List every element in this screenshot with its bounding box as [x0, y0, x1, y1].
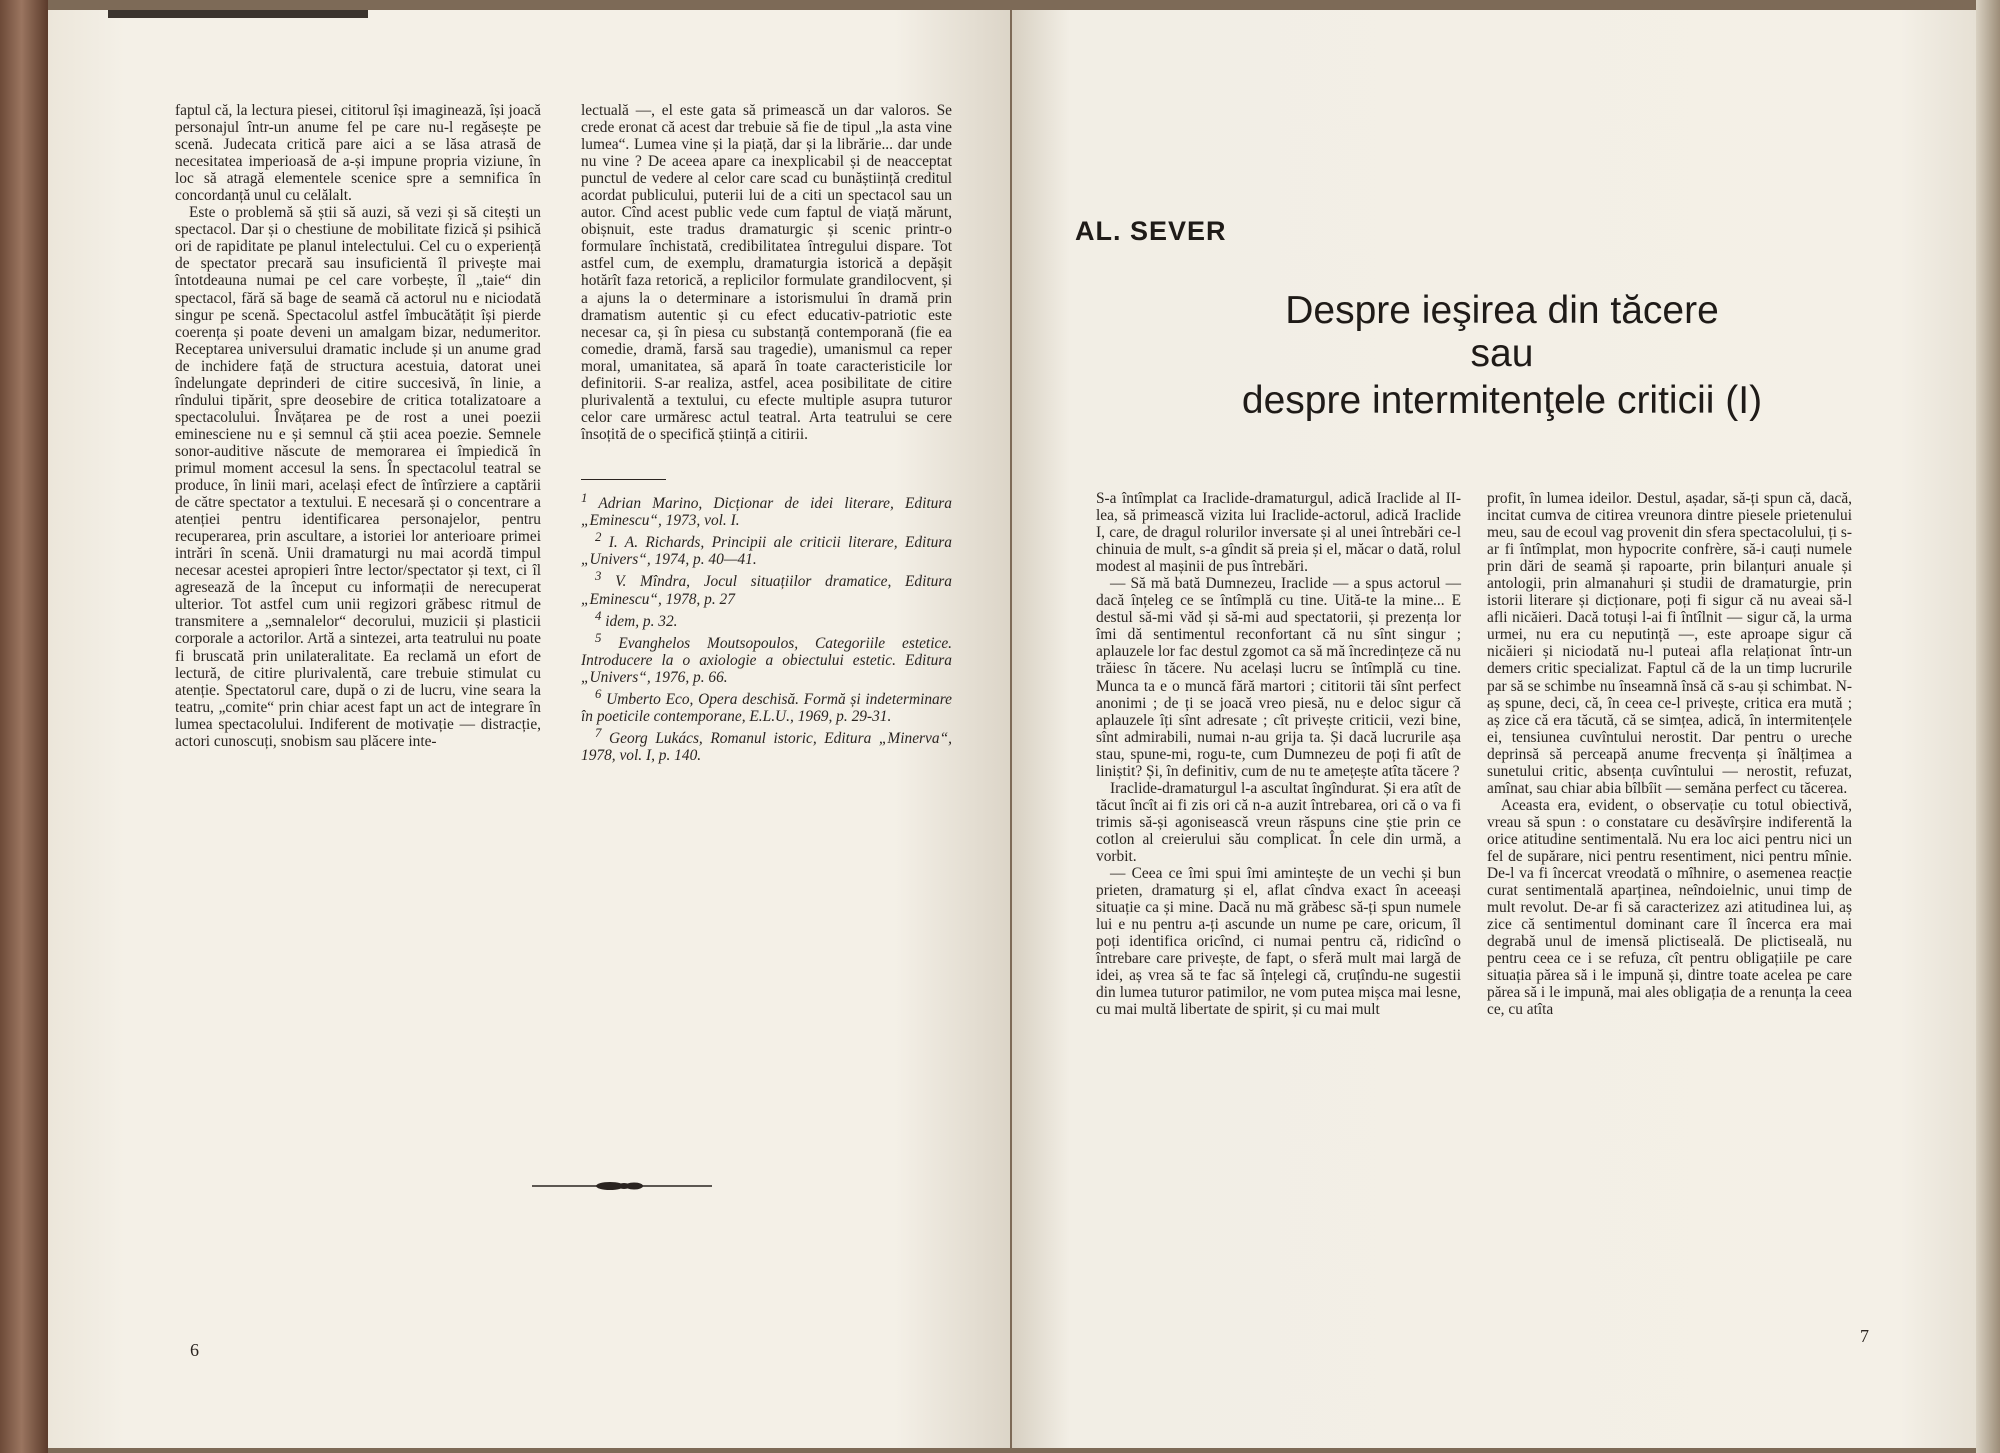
- page-number: 6: [190, 1340, 199, 1360]
- paragraph: — Ceea ce îmi spui îmi amintește de un vechi și bun prieten, dramaturg și el, aflat cîndva exact în aceeași situație ca și mine. Dacă nu mă grăbesc să-ți spun numele lui e nu pentru a-ți ascunde un nume pe care, oricum, îl poți identifica oricînd, ci numai pentru că, ridicînd o întrebare care privește, de fapt, o sferă mult mai largă de idei, aș vrea să te fac să înțelegi că, cruțîndu-ne sugestii din lumea tuturor patimilor, ne vom putea mișca mai lesne, cu mai multă libertate de spirit, și cu mai mult: [1096, 865, 1461, 1019]
- title-line-2: sau: [1470, 332, 1534, 375]
- title-line-3: despre intermitenţele criticii (I): [1241, 379, 1763, 422]
- paragraph: Este o problemă să știi să auzi, să vezi și să citești un spectacol. Dar și o chestiune de mobilitate fizică și psihică ori de rapiditate pe planul intelectului. Cel cu o experiență de spectator precară sau insuficientă îl privește mai întotdeauna numai pe cel care vorbește, îl „taie“ din spectacol, fără să bage de seamă că actorul nu e niciodată singur pe scenă. Spectacolul astfel îmbucătățit își pierde coerența și poate deveni un amalgam bizar, nedumeritor. Receptarea universului dramatic include și un anume grad de inchidere față de structura acestuia, datorat unei îndelungate deprinderi de citire succesivă, în linie, a rîndului tipărit, spre deosebire de critica totalizatoare a spectacolului. Învățarea pe de rost a unei poezii eminesciene nu e și semnul că știi acea poezie. Semnele sonor-auditive născute de memorarea ei împiedică în primul moment accesul la sens. În spectacolul teatral se produce, în linii mari, același efect de întîrziere a captării de către spectator a textului. E necesară și o concentrare a atenției pentru identificarea personajelor, pentru recuperarea, prin ascultare, a istoriei lor anterioare primei intrări în scenă. Unii dramaturgi nu mai acordă timpul necesar acestei apropieri între lector/spectator și text, ci îl agresează de la început cu informații de nerecuperat ulterior. Tot astfel cum unii regizori grăbesc ritmul de transmitere a „semnalelor“ decorului, muzicii și plasticii corporale a actorilor. Artă a sintezei, arta teatrului nu poate fi bruscată prin unilateralitate. Ea reclamă un efort de lectură, de citire plurivalentă, care trebuie stimulat cu atenție. Spectatorul care, după o zi de lucru, vine seara la teatru, „comite“ prin chiar acest fapt un act de integrare în lumea spectacolului. Indiferent de motivație — distracție, actori cunoscuți, snobism sau plăcere inte-: [175, 204, 541, 750]
- footnote-rule: [581, 479, 666, 480]
- title-line-1: Despre ieşirea din tăcere: [1285, 289, 1719, 332]
- paragraph: Iraclide-dramaturgul l-a ascultat îngîndurat. Și era atît de tăcut încît ai fi zis ori că n-a auzit întrebarea, ori că o va fi trimis să-și agonisească vreun răspuns cine știe prin ce cotlon al creierului său complicat. În cele din urmă, a vorbit.: [1096, 779, 1461, 865]
- page-number: 7: [1860, 1326, 1869, 1346]
- book-binding-left: [0, 0, 48, 1453]
- footnote-4: $^4$ idem, p. 32.: [595, 608, 678, 630]
- article-title: [1142, 290, 1862, 422]
- left-page: [48, 10, 1010, 1448]
- left-page-column-2: [581, 102, 952, 764]
- footnote-1: $^1$ Adrian Marino, Dicționar de idei literare, Editura „Eminescu“, 1973, vol. I.: [581, 490, 952, 530]
- top-rule: [108, 10, 368, 18]
- footnote-6: $^6$ Umberto Eco, Opera deschisă. Formă și indeterminare în poeticile contemporane, E.L.U., 1969, p. 29-31.: [581, 687, 952, 726]
- footnotes: [581, 490, 952, 765]
- footnote-7: $^7$ Georg Lukács, Romanul istoric, Editura „Minerva“, 1978, vol. I, p. 140.: [581, 726, 952, 765]
- paragraph: S-a întîmplat ca Iraclide-dramaturgul, adică Iraclide al II-lea, să primească vizita lui Iraclide-actorul, adică Iraclide I, care, de dragul rolurilor inversate și al unei întrebări ce-l chinuia de mult, s-a gîndit să preia și el, măcar o dată, rolul modest al mașinii de pus întrebări.: [1096, 490, 1461, 576]
- left-page-column-1: [175, 102, 541, 750]
- paragraph: — Să mă bată Dumnezeu, Iraclide — a spus actorul — dacă înțeleg ce se întîmplă cu tine. Uită-te la mine... E destul să-mi văd și să-mi aud spectatorii, și prezența lor îmi dă sentimentul reconfortant că nu sînt singur ; aplauzele lor fac destul zgomot ca să mă încredințeze că nu trăiesc în tăcere. Nu același lucru se întîmplă cu tine. Munca ta e o muncă fără martori ; cititorii tăi sînt perfect anonimi ; de ți se joacă vreo piesă, nu e deloc sigur că aplauzele îți sînt adresate ; cît privește criticii, vezi bine, sînt admirabili, numai n-au grija ta. Și dacă lucrurile așa stau, spune-mi, rogu-te, cum Dumnezeu de poți fi atît de liniștit? Și, în definitiv, cum de nu te amețește atîta tăcere ?: [1096, 575, 1461, 780]
- right-page-column-2: [1487, 490, 1852, 1018]
- ornament-divider-icon: [532, 1179, 712, 1193]
- book-binding-right: [1976, 0, 2000, 1453]
- right-page-column-1: [1096, 490, 1461, 1018]
- author-name: AL. SEVER: [1075, 216, 1227, 246]
- paragraph: lectuală —, el este gata să primească un dar valoros. Se crede eronat că acest dar trebuie să fie de tipul „la asta vine lumea“. Lumea vine și la piață, dar și la librărie... dar unde nu vine ? De aceea apare ca inexplicabil și de neacceptat punctul de vedere al celor care scad cu bunăștiință creditul acordat publicului, puterii lui de a citi un spectacol sau un autor. Cînd acest public vede cum faptul de viață mărunt, obișnuit, este tradus dramaturgic și scenic printr-o formulare închistată, credibilitatea întregului dispare. Tot astfel cum, de exemplu, dramaturgia istorică a depășit hotărît faza retorică, a replicilor formulate grandilocvent, și a ajuns la o determinare a istorismului în dramă prin dramatism autentic și cu efect educativ-patriotic este necesar ca, și în piesa cu substanță contemporană (fie ea comedie, dramă, farsă sau tragedie), umanismul ca reper moral, umanitatea, să apară în toate caracteristicile lor definitorii. S-ar realiza, astfel, acea posibilitate de citire plurivalentă a textului, cu efecte multiple asupra tuturor celor care urmăresc actul teatral. Arta teatrului se cere însoțită de o specifică știință a citirii.: [581, 102, 952, 443]
- footnote-5: $^5$ Evanghelos Moutsopoulos, Categoriile estetice. Introducere la o axiologie a obiectului estetic. Editura „Univers“, 1976, p. 66.: [581, 630, 952, 686]
- paragraph: Aceasta era, evident, o observație cu totul obiectivă, vreau să spun : o constatare cu desăvîrșire indiferentă la orice atitudine sentimentală. Nu era loc aici pentru nici un fel de supărare, nici pentru resentiment, nici pentru mînie. De-l va fi încercat vreodată o mîhnire, o asemenea reacție curat sentimentală aparținea, neîndoielnic, unui timp de mult revolut. De-ar fi să caracterizez azi atitudinea lui, aș zice că sentimentul dominant care îl încerca era mai degrabă unul de imensă plictiseală. De plictiseală, nu pentru ceea ce i se refuza, cît pentru obligațiile pe care situația părea să i le impună și, dintre toate acelea pe care părea să i le impună, mai ales obligația de a renunța la ceea ce, cu atîta: [1487, 796, 1852, 1019]
- footnote-3: $^3$ V. Mîndra, Jocul situațiilor dramatice, Editura „Eminescu“, 1978, p. 27: [581, 569, 952, 608]
- paragraph: faptul că, la lectura piesei, cititorul își imaginează, își joacă personajul într-un anume fel pe care nu-l regăsește pe scenă. Judecata critică pare aici a se lăsa atrasă de necesitatea imperioasă de a-și impune propria viziune, în loc să atragă elementele scenice spre a semnifica în concordanță unul cu celălalt.: [175, 102, 541, 205]
- right-page: [1012, 10, 1976, 1448]
- paragraph: profit, în lumea ideilor. Destul, așadar, să-ți spun că, dacă, incitat cumva de citirea vreunora dintre piesele prietenului meu, sau de ecoul vag provenit din sfera spectacolului, ți s-ar fi întîmplat, mon hypocrite confrère, să-i cauți numele prin dări de seamă și rapoarte, prin bilanțuri anuale și antologii, prin almanahuri și studii de dramaturgie, prin istorii literare și dicționare, poți fi sigur că nu aveai să-l afli nicăieri. Dacă totuși l-ai fi întîlnit — sigur că, la urma urmei, nu era cu neputință —, este aproape sigur că nicăieri și niciodată nu-l puteai afla relaționat într-un demers critic specializat. Faptul că de la un timp lucrurile par să se schimbe nu înseamnă însă că s-au și schimbat. N-aș spune, deci, că, în ceea ce-l privește, critica era mută ; aș zice că era tăcută, că se simțea, adică, în intermitențele ei, tensiunea cuvîntului nerostit. Dar pentru o ureche deprinsă să perceapă anume frecvența și înălțimea a sunetului critic, absența cuvîntului — nerostit, refuzat, amînat, sau chiar abia bîlbîit — semăna perfect cu tăcerea.: [1487, 490, 1852, 797]
- footnote-2: $^2$ I. A. Richards, Principii ale criticii literare, Editura „Univers“, 1974, p. 40—41.: [581, 530, 952, 569]
